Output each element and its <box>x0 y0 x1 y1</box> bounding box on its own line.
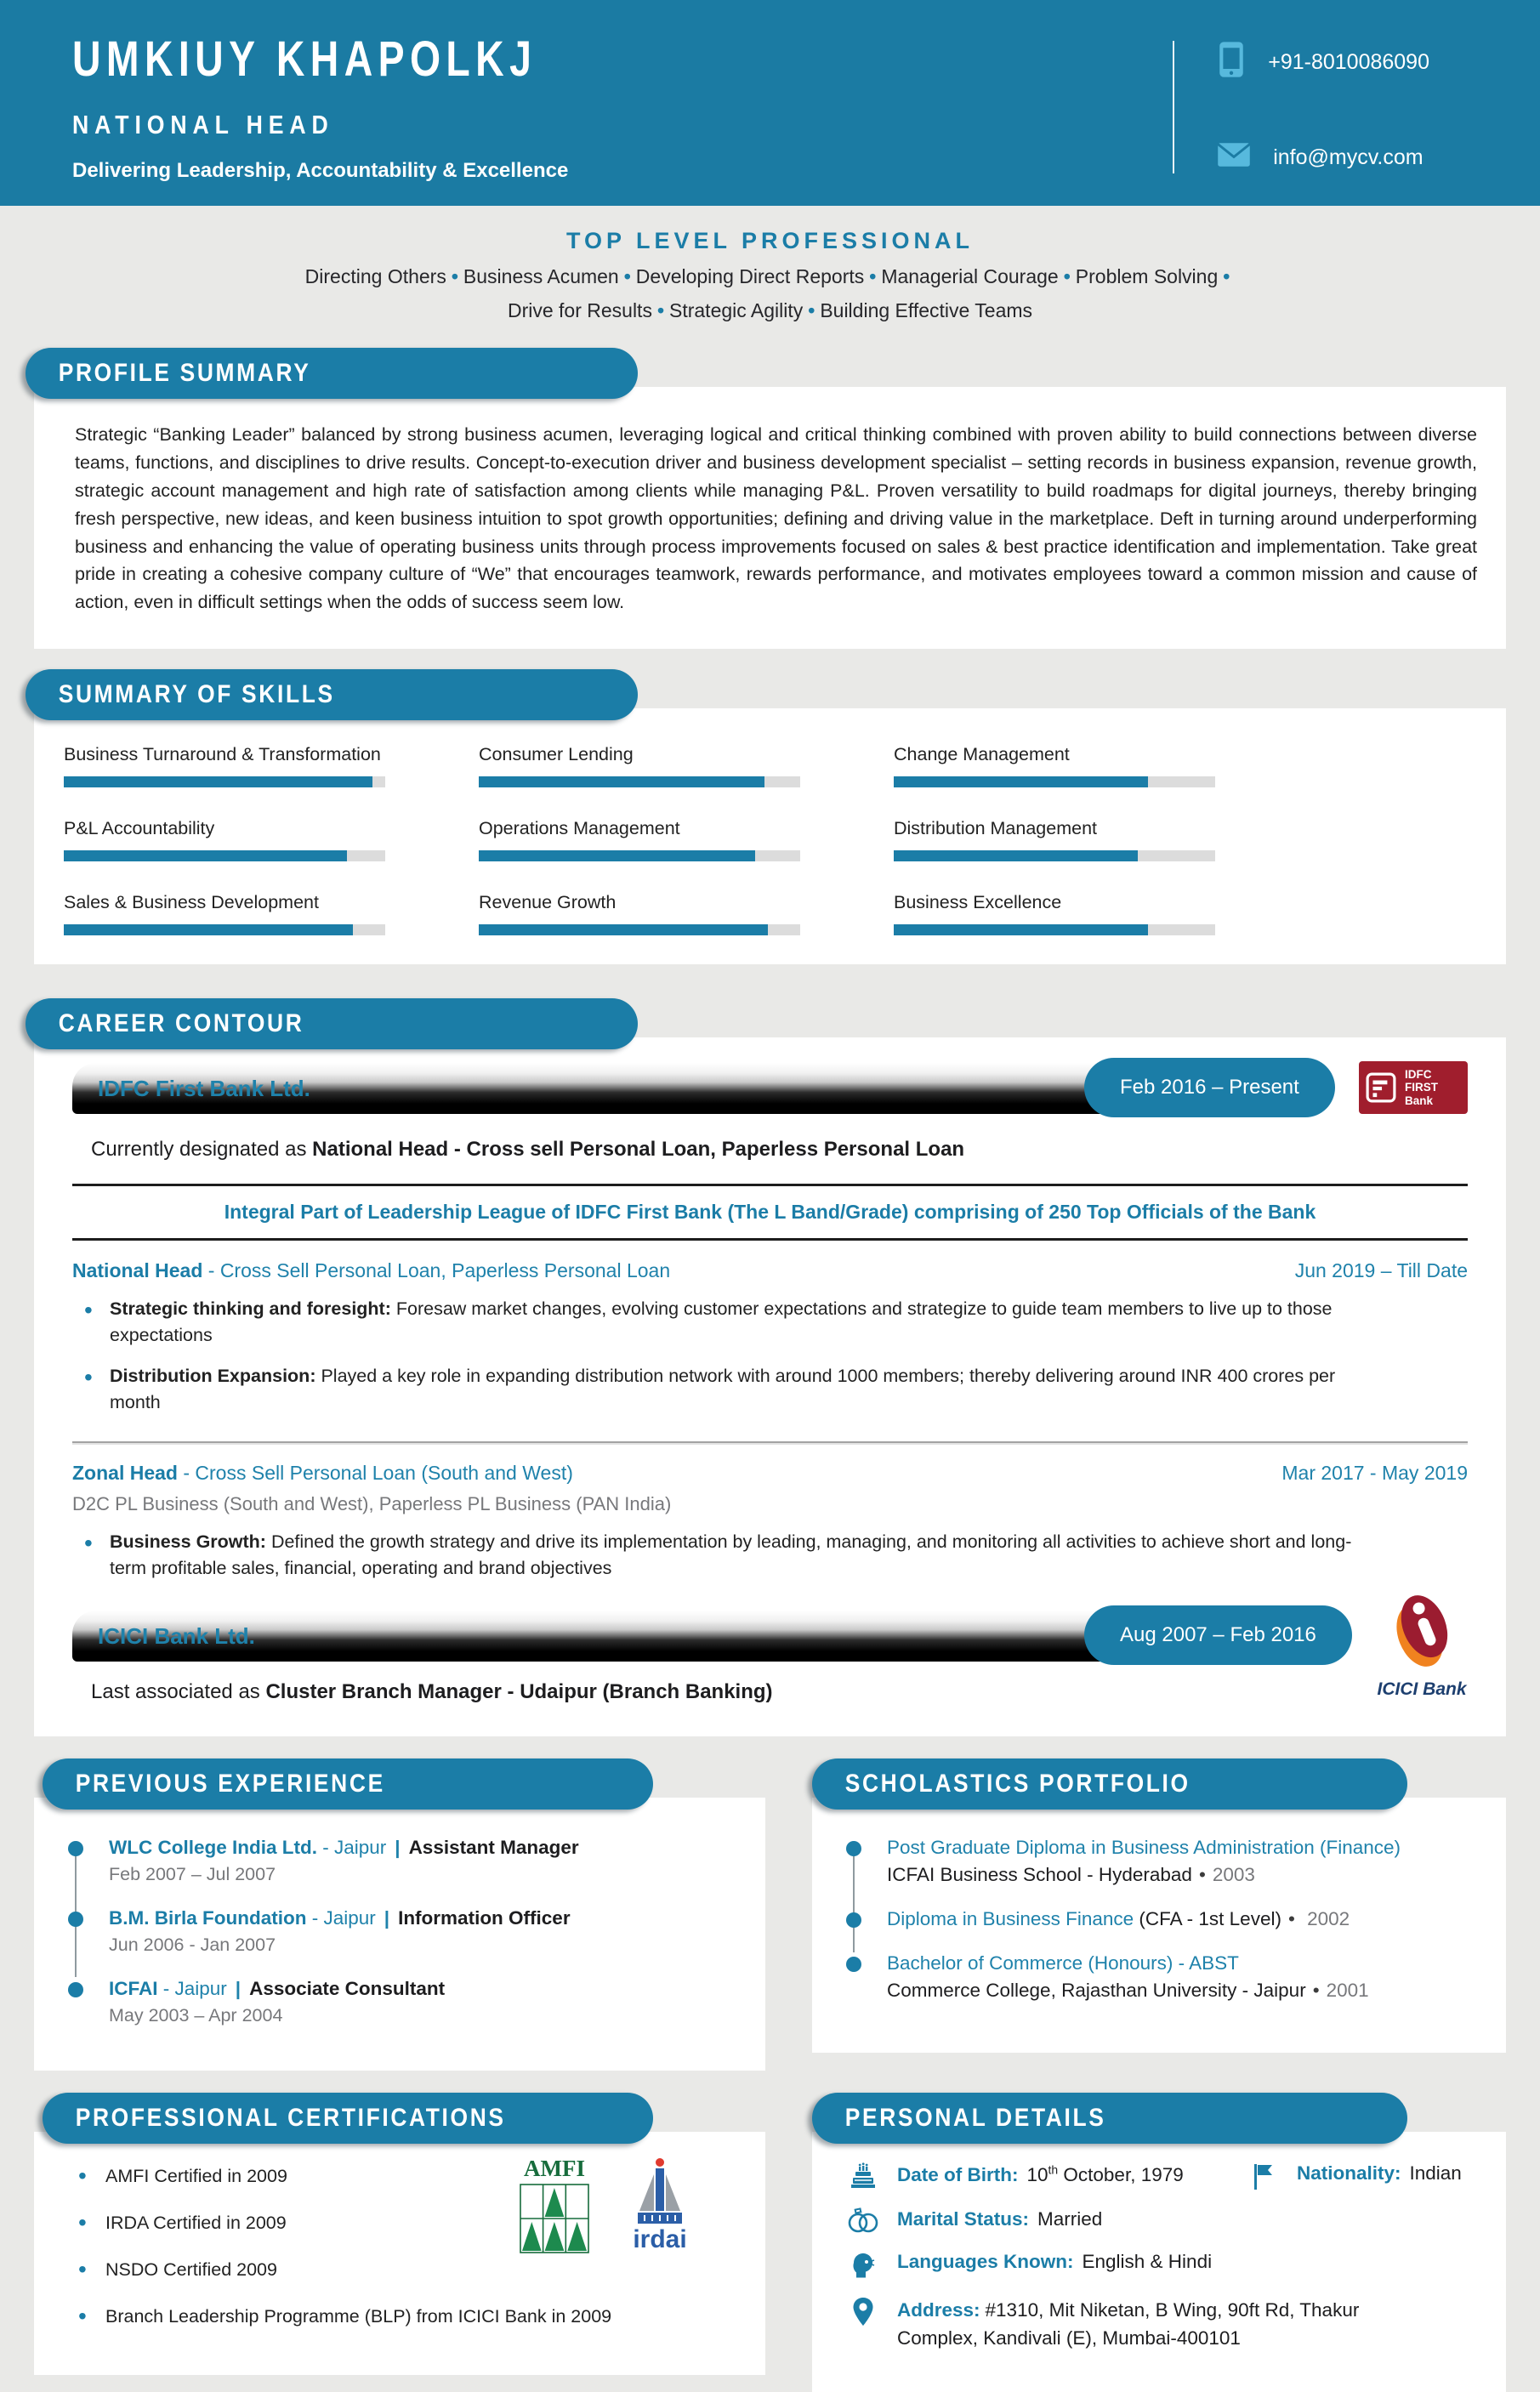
separator: • <box>1312 1980 1320 2002</box>
bullet-lead: Distribution Expansion: <box>110 1365 316 1386</box>
rings-icon <box>846 2208 880 2234</box>
education-timeline <box>846 1837 1480 2002</box>
icici-bank-logo <box>1376 1592 1468 1700</box>
skill-label: Distribution Management <box>894 818 1098 839</box>
experience-line <box>109 1837 740 1859</box>
icici-logo-icon <box>1376 1592 1468 1673</box>
experience-role: Associate Consultant <box>249 1978 446 2000</box>
keyword: Managerial Courage <box>881 265 1059 287</box>
career-roles <box>72 1259 1468 1582</box>
icici-company-name: ICICI Bank Ltd. <box>98 1622 255 1649</box>
divider <box>72 1238 1468 1241</box>
languages-value: English & Hindi <box>1082 2251 1213 2273</box>
idfc-logo-line2: Bank <box>1405 1094 1434 1107</box>
role-bullet <box>72 1296 1373 1349</box>
section-title: PROFILE SUMMARY <box>58 359 311 387</box>
skill-bar-fill <box>479 850 755 861</box>
irdai-logo <box>629 2156 690 2256</box>
bullet-text: Defined the growth strategy and drive its implementation by leading, managing, and monitoring all activities to achieve short and long-term profitable sales, financial, operating and brand objectives <box>110 1531 1352 1579</box>
keywords-line-2 <box>0 299 1540 322</box>
education-year: 2001 <box>1326 1980 1369 2002</box>
languages-label: Languages Known: <box>897 2251 1074 2273</box>
banner-title: TOP LEVEL PROFESSIONAL <box>565 228 975 253</box>
skill-bar-track <box>894 924 1215 935</box>
skill-item <box>64 892 385 935</box>
idfc-dates-badge: Feb 2016 – Present <box>1084 1058 1335 1117</box>
profile-summary-panel <box>34 387 1506 649</box>
section-title: PREVIOUS EXPERIENCE <box>75 1770 385 1798</box>
skill-bar-fill <box>894 924 1148 935</box>
address-label: Address: <box>897 2299 980 2321</box>
skill-bar-track <box>479 850 800 861</box>
languages-row <box>846 2251 1475 2280</box>
nationality-value: Indian <box>1409 2162 1462 2185</box>
role-title-rest: - Cross Sell Personal Loan, Paperless Personal Loan <box>202 1259 671 1282</box>
skills-grid <box>64 744 1476 935</box>
idfc-company-name: IDFC First Bank Ltd. <box>98 1075 310 1101</box>
role-title-bold: Zonal Head <box>72 1461 178 1484</box>
dob-label: Date of Birth: <box>897 2163 1019 2185</box>
experience-item <box>68 1907 740 1956</box>
education-item <box>846 1952 1480 2002</box>
role-note: D2C PL Business (South and West), Paperless PL Business (PAN India) <box>72 1492 672 1514</box>
certification-item: • AMFI Certified in 2009 <box>68 2166 740 2187</box>
skill-bar-fill <box>479 776 764 787</box>
section-title: PROFESSIONAL CERTIFICATIONS <box>75 2104 506 2133</box>
education-institution: Commerce College, Rajasthan University - Jaipur <box>887 1980 1306 2002</box>
header-identity <box>0 0 653 206</box>
experience-dates: May 2003 – Apr 2004 <box>109 2005 283 2026</box>
keyword: Developing Direct Reports <box>635 265 865 287</box>
certifications-column <box>34 2093 765 2391</box>
keyword-bullet: • <box>808 299 815 321</box>
keyword-bullet: • <box>623 265 631 287</box>
designation-prefix: Last associated as <box>91 1680 266 1704</box>
speaking-head-icon <box>846 2251 880 2280</box>
bullet-text: Played a key role in expanding distribution network with around 1000 members; thereby delivering around INR 400 crores per month <box>110 1365 1336 1412</box>
experience-company: ICFAI <box>109 1978 158 2000</box>
idfc-bank-logo <box>1359 1061 1468 1114</box>
keyword: Directing Others <box>304 265 446 287</box>
education-institution-line <box>887 1980 1480 2002</box>
skill-bar-track <box>479 776 800 787</box>
skill-item <box>894 892 1215 935</box>
skill-bar-fill <box>479 924 768 935</box>
keywords-line-1 <box>0 265 1540 288</box>
location-pin-icon <box>846 2297 880 2327</box>
bullet-lead: Business Growth: <box>110 1531 266 1552</box>
personal-details-panel <box>812 2132 1506 2391</box>
keyword: Problem Solving <box>1075 265 1219 287</box>
dob-nationality-row <box>846 2162 1475 2191</box>
skills-panel <box>34 708 1506 964</box>
skill-bar-track <box>64 776 385 787</box>
experience-item <box>68 1837 740 1885</box>
skill-label: Consumer Lending <box>479 744 634 765</box>
role-title-rest: - Cross Sell Personal Loan (South and West) <box>177 1461 573 1484</box>
role-bullet <box>72 1529 1373 1582</box>
separator: • <box>1287 1908 1295 1930</box>
keyword-bullet: • <box>869 265 877 287</box>
skill-bar-fill <box>894 850 1138 861</box>
dob-value: 10th October, 1979 <box>1026 2162 1184 2185</box>
designation-role: Cluster Branch Manager - Udaipur (Branch Banking) <box>265 1680 773 1704</box>
skill-label: Business Excellence <box>894 892 1062 913</box>
education-institution: ICFAI Business School - Hyderabad <box>887 1864 1192 1886</box>
experience-timeline <box>68 1837 740 2026</box>
skill-item <box>894 744 1215 787</box>
keyword-bullet: • <box>451 265 458 287</box>
education-institution-line <box>887 1864 1480 1886</box>
education-item <box>846 1837 1480 1886</box>
role-title <box>72 1462 573 1485</box>
skill-bar-fill <box>64 850 347 861</box>
previous-experience-column <box>34 1758 765 2071</box>
banner <box>0 206 1540 322</box>
scholastics-column <box>812 1758 1506 2071</box>
section-title: SUMMARY OF SKILLS <box>58 680 335 709</box>
certification-logos <box>515 2156 690 2256</box>
skill-item <box>479 892 800 935</box>
email-icon <box>1217 142 1251 173</box>
skill-label: P&L Accountability <box>64 818 215 839</box>
skill-label: Business Turnaround & Transformation <box>64 744 381 765</box>
email-address: info@mycv.com <box>1273 145 1424 169</box>
career-panel <box>34 1037 1506 1736</box>
birthday-cake-icon <box>846 2162 880 2191</box>
skill-item <box>894 818 1215 861</box>
phone-row <box>1217 41 1429 84</box>
experience-item <box>68 1978 740 2026</box>
skill-label: Revenue Growth <box>479 892 617 913</box>
role-dates: Mar 2017 - May 2019 <box>1281 1461 1468 1484</box>
amfi-logo <box>515 2156 594 2256</box>
skill-item <box>64 744 385 787</box>
experience-line <box>109 1907 740 1929</box>
experience-location: - Jaipur <box>316 1837 387 1859</box>
education-title: Bachelor of Commerce (Honours) - ABST <box>887 1952 1239 1974</box>
personal-details-column <box>812 2093 1506 2391</box>
education-title-line <box>887 1908 1480 1930</box>
education-title: Post Graduate Diploma in Business Administration (Finance) <box>887 1837 1401 1859</box>
experience-role: Assistant Manager <box>408 1837 579 1859</box>
role-dates: Jun 2019 – Till Date <box>1294 1259 1468 1282</box>
phone-number: +91-8010086090 <box>1268 50 1429 74</box>
keyword: Strategic Agility <box>669 299 804 321</box>
section-header-personal-details <box>812 2093 1407 2144</box>
skill-label: Change Management <box>894 744 1070 765</box>
role-divider <box>72 1441 1468 1443</box>
flag-icon <box>1246 2162 1280 2191</box>
candidate-name: UMKIUY KHAPOLKJ <box>72 31 537 87</box>
keyword: Drive for Results <box>507 299 652 321</box>
irdai-logo-text: irdai <box>633 2225 687 2254</box>
section-title: PERSONAL DETAILS <box>844 2104 1106 2133</box>
role-title <box>72 1259 670 1282</box>
skill-bar-track <box>894 776 1215 787</box>
address-row <box>846 2297 1475 2352</box>
section-header-previous-experience <box>43 1758 653 1810</box>
experience-location: - Jaipur <box>306 1907 376 1929</box>
experience-location: - Jaipur <box>157 1978 227 2000</box>
email-row <box>1217 142 1429 173</box>
address-value: #1310, Mit Niketan, B Wing, 90ft Rd, Thakur Complex, Kandivali (E), Mumbai-400101 <box>897 2299 1360 2349</box>
designation-prefix: Currently designated as <box>91 1138 313 1162</box>
experience-dates: Jun 2006 - Jan 2007 <box>109 1935 276 1956</box>
separator: | <box>395 1837 401 1859</box>
contact-block <box>1173 41 1429 173</box>
education-title-line <box>887 1837 1480 1859</box>
skill-item <box>479 744 800 787</box>
certification-item: • IRDA Certified in 2009 <box>68 2213 740 2234</box>
experience-role: Information Officer <box>398 1907 571 1929</box>
idfc-logo-icon <box>1366 1072 1396 1103</box>
skill-bar-track <box>479 924 800 935</box>
education-title-line <box>887 1952 1480 1974</box>
separator: • <box>1198 1864 1206 1886</box>
previous-experience-panel <box>34 1798 765 2071</box>
role-bullet <box>72 1363 1373 1416</box>
scholastics-panel <box>812 1798 1506 2053</box>
skill-bar-fill <box>64 776 372 787</box>
section-header-scholastics <box>812 1758 1407 1810</box>
skill-bar-fill <box>64 924 353 935</box>
marital-label: Marital Status: <box>897 2208 1030 2230</box>
keyword: Building Effective Teams <box>820 299 1033 321</box>
role-header <box>72 1462 1468 1485</box>
marital-status-row <box>846 2208 1475 2234</box>
icici-dates-badge: Aug 2007 – Feb 2016 <box>1084 1605 1352 1665</box>
experience-line <box>109 1978 740 2000</box>
role-bullets <box>72 1529 1468 1582</box>
separator: | <box>384 1907 390 1929</box>
certification-item: • Branch Leadership Programme (BLP) from ICICI Bank in 2009 <box>68 2306 740 2327</box>
skill-label: Sales & Business Development <box>64 892 319 913</box>
experience-company: WLC College India Ltd. <box>109 1837 317 1859</box>
leadership-highlight: Integral Part of Leadership League of IDFC First Bank (The L Band/Grade) comprising of 250 Top Officials of the Bank <box>224 1201 1316 1224</box>
bullet-text: Foresaw market changes, evolving customer expectations and strategize to guide team members to live up to those expectations <box>110 1298 1333 1346</box>
skill-bar-track <box>894 850 1215 861</box>
certification-item: • NSDO Certified 2009 <box>68 2259 740 2281</box>
keyword-bullet: • <box>1063 265 1071 287</box>
skill-bar-track <box>64 924 385 935</box>
education-year: 2003 <box>1212 1864 1255 1886</box>
section-header-certifications <box>43 2093 653 2144</box>
icici-designation <box>91 1680 1468 1704</box>
skill-bar-track <box>64 850 385 861</box>
candidate-tagline: Delivering Leadership, Accountability & Excellence <box>72 159 569 182</box>
nationality-label: Nationality: <box>1297 2162 1401 2185</box>
education-title: Diploma in Business Finance <box>887 1908 1134 1930</box>
designation-role: National Head - Cross sell Personal Loan, Paperless Personal Loan <box>312 1138 965 1162</box>
profile-summary-text: Strategic “Banking Leader” balanced by strong business acumen, leveraging logical and critical thinking combined with proven ability to build connections between diverse teams, functions, and disciplines to drive results. Concept-to-execution driver and business development specialist – setting records in business expansion, revenue growth, strategic account management and high rate of satisfaction among clients while managing P&L. Proven versatility to build roadmaps for digital journeys, thereby bringing fresh perspective, new ideas, and keen business intuition to spot growth opportunities; defining and driving value in the marketplace. Deft in turning around underperforming business and enhancing the value of operating business units through process improvements focused on sales & best practice identification and implementation. Take great pride in creating a cohesive company culture of “We” that encourages teamwork, rewards performance, and motivates employees toward a common mission and cause of action, even in difficult settings when the odds of success seem low. <box>75 424 1477 613</box>
idfc-company-bar <box>72 1056 1468 1121</box>
amfi-logo-text: AMFI <box>524 2156 585 2182</box>
idfc-designation <box>91 1138 1468 1162</box>
bullet-lead: Strategic thinking and foresight: <box>110 1298 391 1320</box>
separator: | <box>235 1978 242 2000</box>
section-title: SCHOLASTICS PORTFOLIO <box>844 1770 1191 1798</box>
certifications-panel <box>34 2132 765 2375</box>
skill-label: Operations Management <box>479 818 680 839</box>
marital-value: Married <box>1037 2208 1103 2230</box>
section-header-career <box>26 998 638 1049</box>
skill-bar-fill <box>894 776 1148 787</box>
phone-icon <box>1217 41 1246 84</box>
education-item <box>846 1908 1480 1930</box>
experience-company: B.M. Birla Foundation <box>109 1907 307 1929</box>
role-bullets <box>72 1296 1468 1416</box>
keyword: Business Acumen <box>463 265 619 287</box>
candidate-title: NATIONAL HEAD <box>72 110 334 139</box>
keyword-bullet: • <box>656 299 664 321</box>
section-header-skills <box>26 669 638 720</box>
skill-item <box>64 818 385 861</box>
icici-logo-caption: ICICI Bank <box>1377 1679 1467 1700</box>
education-year: 2002 <box>1301 1908 1350 1930</box>
section-header-profile-summary <box>26 348 638 399</box>
keyword-bullet: • <box>1223 265 1230 287</box>
idfc-logo-line1: IDFC FIRST <box>1405 1067 1438 1094</box>
education-detail: (CFA - 1st Level) <box>1134 1908 1281 1930</box>
role-header <box>72 1259 1468 1282</box>
skill-item <box>479 818 800 861</box>
section-title: CAREER CONTOUR <box>58 1009 304 1038</box>
role-title-bold: National Head <box>72 1259 203 1282</box>
header <box>0 0 1540 206</box>
experience-dates: Feb 2007 – Jul 2007 <box>109 1864 276 1885</box>
